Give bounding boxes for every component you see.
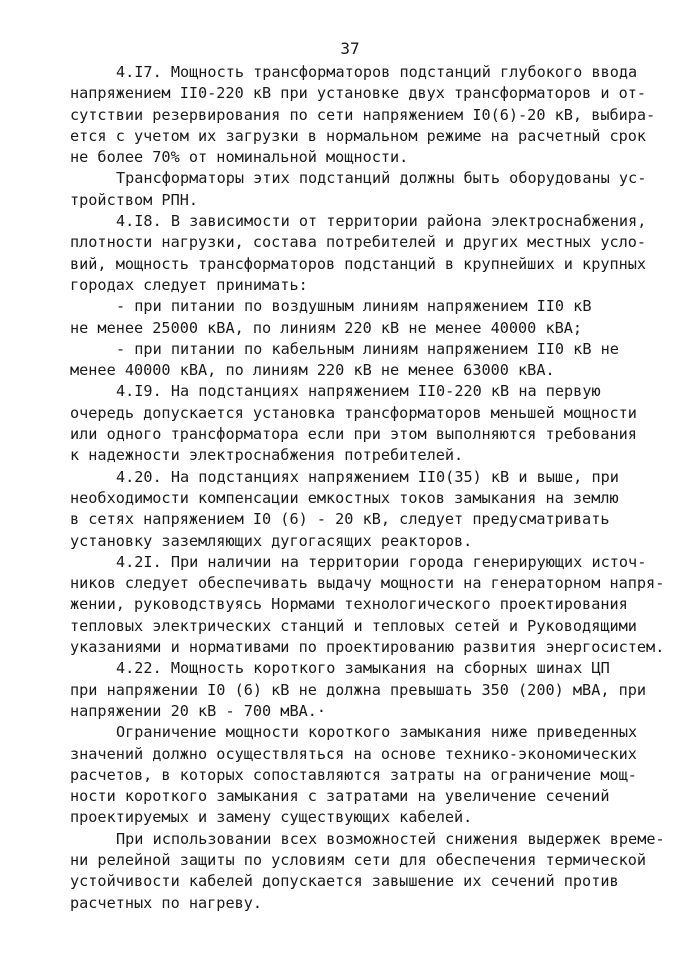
paragraph-4-19 [70, 381, 680, 466]
paragraph-4-18-cable [70, 339, 680, 382]
paragraph-4-22-limitation [70, 722, 680, 828]
text-line: расчетных по нагреву. [70, 893, 263, 912]
text-line: не более 70% от номинальной мощности. [70, 148, 409, 167]
text-line: ется с учетом их загрузки в нормальном режиме на расчетный срок [70, 126, 647, 145]
text-line: - при питании по кабельным линиям напряжением II0 кВ не [116, 339, 619, 358]
text-line: вий, мощность трансформаторов подстанций в крупнейших и крупных [70, 254, 647, 273]
page-number: 37 [340, 39, 360, 58]
text-line: 4.2I. При наличии на территории города генерирующих источ- [116, 552, 647, 571]
text-line: городах следует принимать: [70, 275, 308, 294]
paragraph-4-20 [70, 467, 680, 552]
text-line: в сетях напряжением I0 (6) - 20 кВ, следует предусматривать [70, 510, 610, 529]
text-line: - при питании по воздушным линиям напряжением II0 кВ [116, 297, 592, 316]
text-line: 4.22. Мощность короткого замыкания на сборных шинах ЦП [116, 659, 610, 678]
text-line: расчетов, в которых сопоставляются затраты на ограничение мощ- [70, 765, 637, 784]
text-line: плотности нагрузки, состава потребителей и других местных усло- [70, 233, 647, 252]
text-line: указаниями и нормативами по проектированию развития энергосистем. [70, 638, 665, 657]
text-line: При использовании всех возможностей снижения выдержек време- [116, 829, 665, 848]
paragraph-4-17 [70, 62, 680, 168]
text-line: сутствии резервирования по сети напряжением I0(6)-20 кВ, выбира- [70, 105, 656, 124]
paragraph-4-18 [70, 211, 680, 296]
text-line: установку заземляющих дугогасящих реакторов. [70, 531, 473, 550]
text-line: ников следует обеспечивать выдачу мощности на генераторном напря- [70, 574, 665, 593]
text-line: напряжении 20 кВ - 700 мВА.· [70, 701, 327, 720]
paragraph-4-21 [70, 552, 680, 658]
text-line: проектируемых и замену существующих кабелей. [70, 808, 473, 827]
text-line: 4.I7. Мощность трансформаторов подстанций глубокого ввода [116, 63, 638, 81]
text-line: необходимости компенсации емкостных токов замыкания на землю [70, 488, 619, 507]
text-line: при напряжении I0 (6) кВ не должна превышать 350 (200) мВА, при [70, 680, 647, 699]
text-line: Ограничение мощности короткого замыкания ниже приведенных [116, 723, 638, 742]
text-line: не менее 25000 кВА, по линиям 220 кВ не менее 40000 кВА; [70, 318, 583, 337]
text-line: к надежности электроснабжения потребителей. [70, 446, 464, 465]
paragraph-4-22 [70, 658, 680, 722]
text-line: устойчивости кабелей допускается завышение их сечений против [70, 872, 619, 891]
text-line: жении, руководствуясь Нормами технологического проектирования [70, 595, 628, 614]
text-line: напряжением II0-220 кВ при установке двух трансформаторов и от- [70, 84, 647, 103]
text-line: 4.20. На подстанциях напряжением II0(35) кВ и выше, при [116, 467, 619, 486]
paragraph-4-17-rpn [70, 168, 680, 211]
paragraph-4-18-overhead [70, 296, 680, 339]
text-line: или одного трансформатора если при этом выполняются требования [70, 425, 637, 444]
text-line: тройством РПН. [70, 190, 199, 209]
text-line: ности короткого замыкания с затратами на увеличение сечений [70, 787, 610, 806]
text-line: 4.I8. В зависимости от территории района электроснабжения, [116, 212, 647, 231]
text-line: значений должно осуществляться на основе технико-экономических [70, 744, 637, 763]
text-line: ни релейной защиты по условиям сети для обеспечения термической [70, 850, 647, 869]
text-line: менее 40000 кВА, по линиям 220 кВ не менее 63000 кВА. [70, 361, 555, 380]
text-line: тепловых электрических станций и тепловых сетей и Руководящими [70, 616, 637, 635]
text-line: очередь допускается установка трансформаторов меньшей мощности [70, 403, 637, 422]
paragraph-4-22-relay [70, 829, 680, 914]
text-line: Трансформаторы этих подстанций должны быть оборудованы ус- [116, 169, 647, 188]
document-body [70, 62, 680, 914]
text-line: 4.I9. На подстанциях напряжением II0-220 кВ на первую [116, 382, 601, 401]
